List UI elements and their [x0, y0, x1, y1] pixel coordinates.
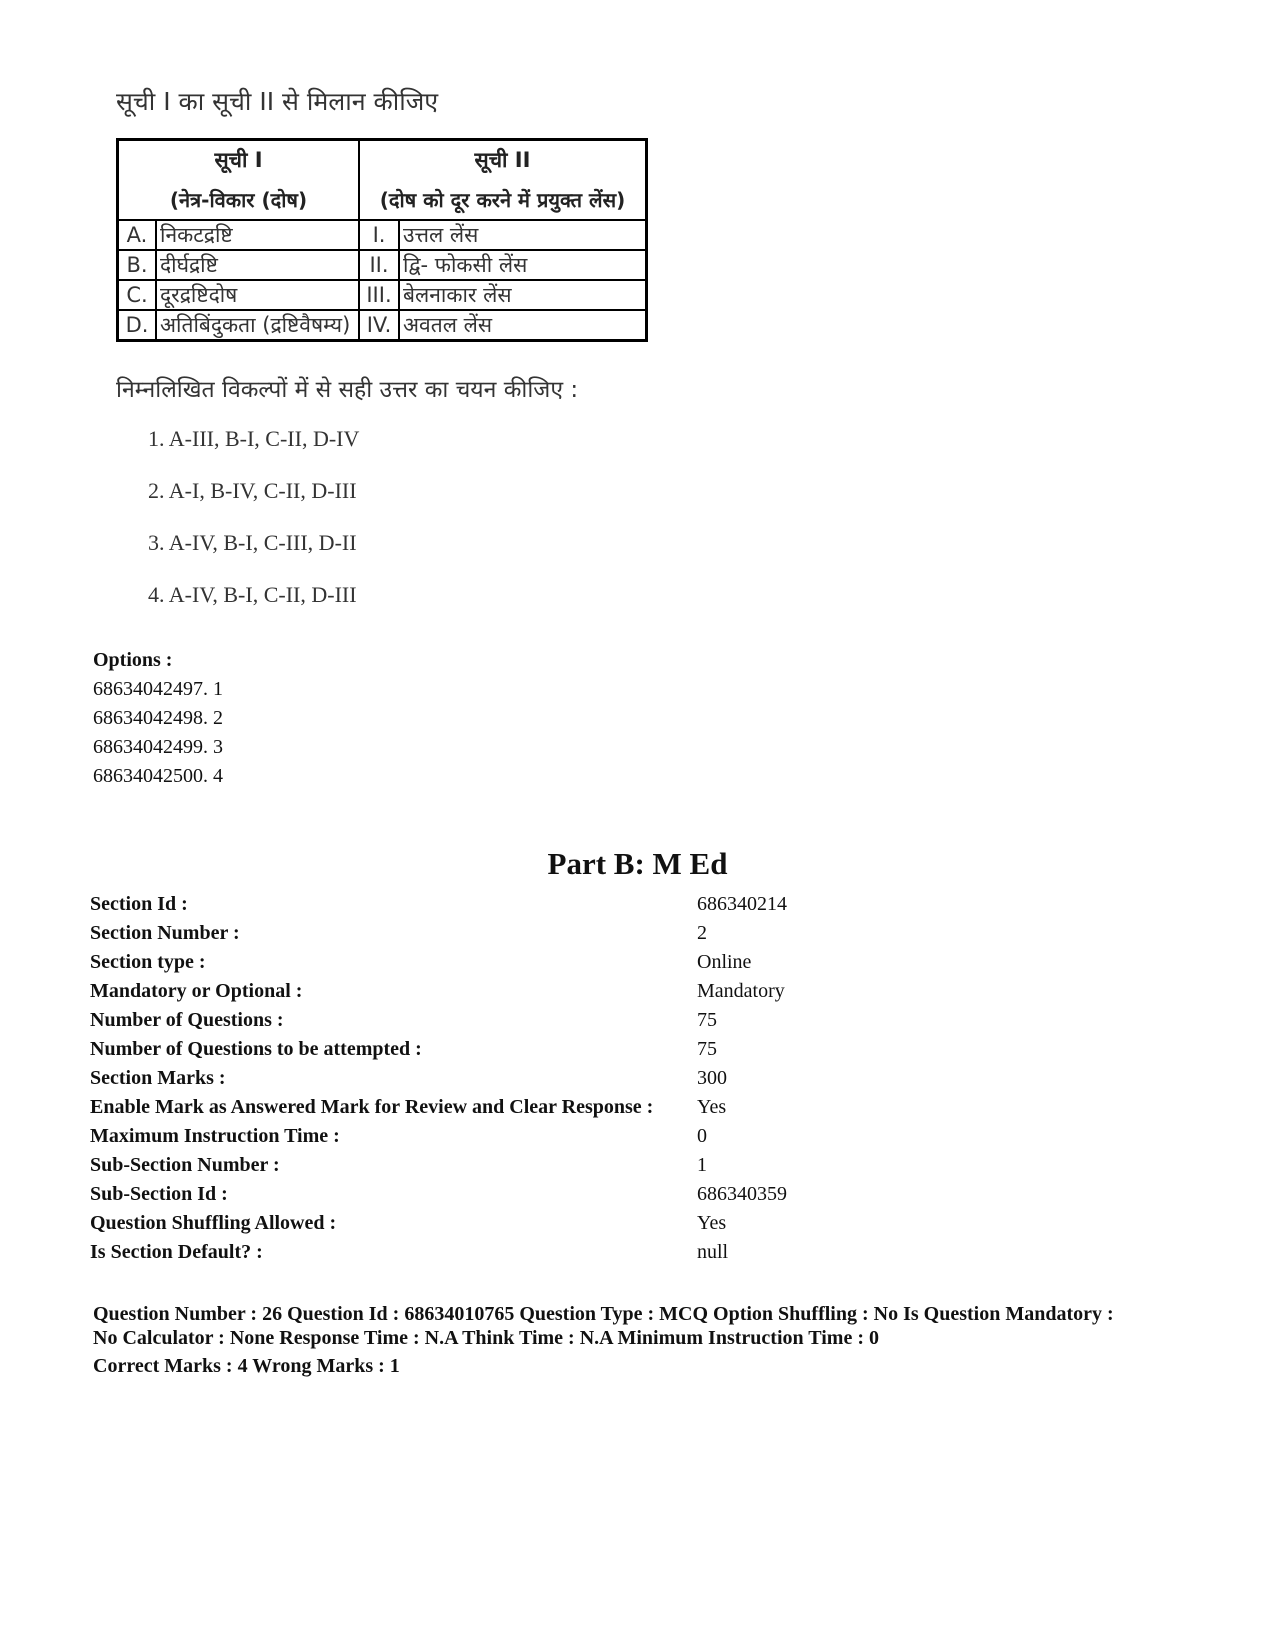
list2-item: उत्तल लेंस: [399, 220, 647, 250]
list1-item: अतिबिंदुकता (द्रष्टिवैषम्य): [156, 310, 359, 341]
table-row: [118, 310, 647, 341]
question-marks-line: Correct Marks : 4 Wrong Marks : 1: [93, 1355, 400, 1377]
section-key: Enable Mark as Answered Mark for Review and Clear Response :: [90, 1096, 654, 1118]
part-title: Part B: M Ed: [547, 846, 728, 881]
choose-instruction: निम्नलिखित विकल्पों में से सही उत्तर का चयन कीजिए :: [116, 377, 579, 403]
question-instruction: सूची I का सूची II से मिलान कीजिए: [116, 87, 439, 116]
section-value: 686340214: [697, 893, 787, 915]
section-value: Mandatory: [697, 980, 785, 1002]
section-value: null: [697, 1241, 729, 1263]
list1-label: D.: [118, 310, 157, 341]
list2-label: IV.: [359, 310, 399, 341]
section-key: Section type :: [90, 951, 206, 973]
list2-label: I.: [359, 220, 399, 250]
section-key: Maximum Instruction Time :: [90, 1125, 340, 1147]
section-value: 75: [697, 1009, 717, 1031]
option-item: 68634042498. 2: [93, 707, 223, 729]
section-value: 2: [697, 922, 707, 944]
section-key: Section Number :: [90, 922, 240, 944]
list2-label: II.: [359, 250, 399, 280]
choice-3: 3. A-IV, B-I, C-III, D-II: [148, 530, 357, 555]
option-item: 68634042499. 3: [93, 736, 223, 758]
section-key: Number of Questions to be attempted :: [90, 1038, 422, 1060]
section-value: Yes: [697, 1212, 727, 1234]
section-value: 686340359: [697, 1183, 787, 1205]
list1-item: निकटद्रष्टि: [156, 220, 359, 250]
section-key: Mandatory or Optional :: [90, 980, 303, 1002]
options-block: [93, 646, 223, 791]
list1-title: सूची I: [214, 148, 263, 172]
list2-item: अवतल लेंस: [399, 310, 647, 341]
section-value: Yes: [697, 1096, 727, 1118]
section-key: Question Shuffling Allowed :: [90, 1212, 337, 1234]
choice-1: 1. A-III, B-I, C-II, D-IV: [148, 426, 360, 451]
list1-item: दूरद्रष्टिदोष: [156, 280, 359, 310]
list1-label: C.: [118, 280, 157, 310]
question-meta: [93, 1302, 1213, 1378]
section-key: Section Id :: [90, 893, 188, 915]
question-meta-line: Question Number : 26 Question Id : 68634010765 Question Type : MCQ Option Shuffling : No Is Question Mandatory :: [93, 1303, 1114, 1325]
section-key: Number of Questions :: [90, 1009, 284, 1031]
list2-item: द्वि- फोकसी लेंस: [399, 250, 647, 280]
list2-title: सूची II: [474, 148, 531, 172]
section-key: Is Section Default? :: [90, 1241, 263, 1263]
match-table-header: [118, 140, 647, 221]
table-row: [118, 280, 647, 310]
section-value: 0: [697, 1125, 707, 1147]
list1-subtitle: (नेत्र-विकार (दोष): [169, 188, 308, 212]
list2-item: बेलनाकार लेंस: [399, 280, 647, 310]
option-item: 68634042500. 4: [93, 765, 223, 787]
list2-label: III.: [359, 280, 399, 310]
section-value: Online: [697, 951, 752, 973]
list2-header: [359, 140, 647, 221]
section-key: Section Marks :: [90, 1067, 226, 1089]
section-value: 300: [697, 1067, 727, 1089]
option-item: 68634042497. 1: [93, 678, 223, 700]
section-value: 1: [697, 1154, 707, 1176]
list1-header: [118, 140, 360, 221]
list1-label: A.: [118, 220, 157, 250]
options-title: Options :: [93, 649, 173, 671]
question-meta-line: No Calculator : None Response Time : N.A Think Time : N.A Minimum Instruction Time : 0: [93, 1327, 879, 1349]
section-value: 75: [697, 1038, 717, 1060]
list1-item: दीर्घद्रष्टि: [156, 250, 359, 280]
choice-2: 2. A-I, B-IV, C-II, D-III: [148, 478, 357, 503]
list1-label: B.: [118, 250, 157, 280]
table-row: [118, 250, 647, 280]
table-row: [118, 220, 647, 250]
choice-4: 4. A-IV, B-I, C-II, D-III: [148, 582, 357, 607]
list2-subtitle: (दोष को दूर करने में प्रयुक्त लेंस): [379, 188, 626, 212]
section-key: Sub-Section Id :: [90, 1183, 228, 1205]
section-key: Sub-Section Number :: [90, 1154, 280, 1176]
match-table: [116, 138, 648, 342]
